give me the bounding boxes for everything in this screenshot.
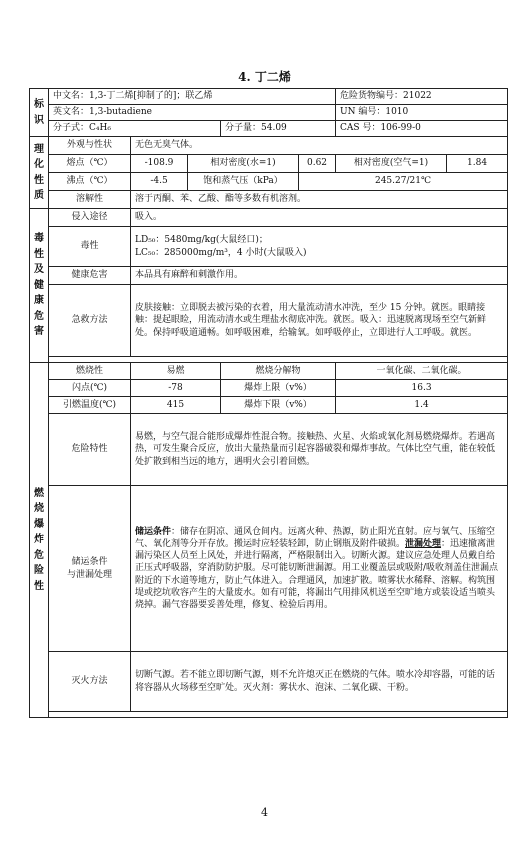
lc50: LC₅₀：285000mg/m³，4 小时(大鼠吸入) <box>135 247 307 258</box>
firstaid-value: 皮肤接触：立即脱去被污染的衣着，用大量流动清水冲洗，至少 15 分钟。就医。眼睛接触：提起眼睑，用流动清水或生理盐水彻底冲洗。就医。吸入：迅速脱离现场至空气新鲜处。保持呼吸道通畅。如呼吸困难，给输氧。如呼吸停止，立即进行人工呼吸。就医。 <box>131 285 508 357</box>
section-properties: 理 化 性 质 <box>30 137 49 209</box>
storage-heading: 储运条件 <box>135 527 172 537</box>
row-cn-name <box>30 89 508 105</box>
uel-value: 16.3 <box>336 380 508 397</box>
danger-value: 易燃，与空气混合能形成爆炸性混合物。接触热、火星、火焰或氧化剂易燃烧爆炸。若遇高热，可发生聚合反应，放出大量热量而引起容器破裂和爆炸事故。气体比空气重，能在较低处扩散到相当远的地方，遇明火会引着回燃。 <box>131 414 508 486</box>
rd-water-label: 相对密度(水=1) <box>188 155 299 173</box>
vp-value: 245.27/21℃ <box>299 173 508 191</box>
leak-heading: 泄漏处理 <box>405 539 442 550</box>
msds-table <box>29 88 508 718</box>
section-fire: 燃 烧 爆 炸 危 险 性 <box>30 363 49 718</box>
uel-label: 爆炸上限（v%） <box>221 380 336 397</box>
row-first-aid <box>30 285 508 357</box>
section-identification: 标 识 <box>30 89 49 137</box>
tox-label: 毒性 <box>49 227 131 267</box>
appearance-label: 外观与性状 <box>49 137 131 155</box>
comb-label: 燃烧性 <box>49 363 131 380</box>
hazard-label: 健康危害 <box>49 267 131 285</box>
ign-label: 引燃温度(℃) <box>49 397 131 414</box>
row-route <box>30 209 508 227</box>
page-title: 4. 丁二烯 <box>238 70 291 84</box>
decomp-value: 一氧化碳、二氧化碳。 <box>336 363 508 380</box>
comb-value: 易燃 <box>131 363 221 380</box>
formula: 分子式：C₄H₆ <box>49 121 221 137</box>
section-toxicity: 毒 性 及 健 康 危 害 <box>30 209 49 363</box>
appearance-value: 无色无臭气体。 <box>131 137 508 155</box>
cn-name: 中文名：1,3-丁二烯[抑制了的]；联乙烯 <box>49 89 336 105</box>
mol-weight: 分子量：54.09 <box>221 121 336 137</box>
page-number: 4 <box>261 806 268 819</box>
row-boiling-point <box>30 173 508 191</box>
danger-label: 危险特性 <box>49 414 131 486</box>
ext-label: 灭火方法 <box>49 652 131 712</box>
mp-label: 熔点（℃） <box>49 155 131 173</box>
tox-values <box>131 227 508 267</box>
ld50: LD₅₀：5480mg/kg(大鼠经口)； <box>135 235 268 246</box>
storage-label: 储运条件 与泄漏处理 <box>49 486 131 652</box>
route-value: 吸入。 <box>131 209 508 227</box>
row-appearance <box>30 137 508 155</box>
un-number: UN 编号：1010 <box>336 105 508 121</box>
bp-value: -4.5 <box>131 173 188 191</box>
row-ignition <box>30 397 508 414</box>
rd-water-value: 0.62 <box>299 155 336 173</box>
ext-value: 切断气源。若不能立即切断气源，则不允许熄灭正在燃烧的气体。喷水冷却容器，可能的话将容器从火场移至空旷处。灭火剂：雾状水、泡沫、二氧化碳、干粉。 <box>131 652 508 712</box>
row-toxicity <box>30 227 508 267</box>
hazard-value: 本品具有麻醉和刺激作用。 <box>131 267 508 285</box>
row-bottom-spacer <box>30 712 508 718</box>
row-en-name <box>30 105 508 121</box>
row-combustibility <box>30 363 508 380</box>
lel-value: 1.4 <box>336 397 508 414</box>
row-formula <box>30 121 508 137</box>
dg-number: 危险货物编号：21022 <box>336 89 508 105</box>
bp-label: 沸点（℃） <box>49 173 131 191</box>
rd-air-value: 1.84 <box>447 155 508 173</box>
row-health-hazard <box>30 267 508 285</box>
row-melting-point <box>30 155 508 173</box>
row-extinguish <box>30 652 508 712</box>
sol-value: 溶于丙酮、苯、乙酸、酯等多数有机溶剂。 <box>131 191 508 209</box>
en-name: 英文名：1,3-butadiene <box>49 105 336 121</box>
sol-label: 溶解性 <box>49 191 131 209</box>
vp-label: 饱和蒸气压（kPa） <box>188 173 299 191</box>
decomp-label: 燃烧分解物 <box>221 363 336 380</box>
row-solubility <box>30 191 508 209</box>
storage-value: 储运条件：储存在阴凉、通风仓间内。远离火种、热源，防止阳光直射。应与氧气、压缩空气、氧化剂等分开存放。搬运时应轻装轻卸，防止钢瓶及附件破损。泄漏处理：迅速撤离泄漏污染区人员至上风处，并进行隔离，严格限制出入。切断火源。建议应急处理人员戴自给正压式呼吸器，穿消防防护服。尽可能切断泄漏源。用工业覆盖层或吸附/吸收剂盖住泄漏点附近的下水道等地方，防止气体进入。合理通风，加速扩散。喷雾状水稀释、溶解。构筑围堤或挖坑收容产生的大量废水。如有可能，将漏出气用排风机送至空旷地方或装设适当喷头烧掉。漏气容器要妥善处理，修复、检验后再用。 <box>131 486 508 652</box>
row-storage <box>30 486 508 652</box>
mp-value: -108.9 <box>131 155 188 173</box>
flash-label: 闪点(℃) <box>49 380 131 397</box>
ign-value: 415 <box>131 397 221 414</box>
firstaid-label: 急救方法 <box>49 285 131 357</box>
rd-air-label: 相对密度(空气=1) <box>336 155 447 173</box>
row-danger <box>30 414 508 486</box>
lel-label: 爆炸下限（v%） <box>221 397 336 414</box>
cas-number: CAS 号：106-99-0 <box>336 121 508 137</box>
row-flash-point <box>30 380 508 397</box>
flash-value: -78 <box>131 380 221 397</box>
route-label: 侵入途径 <box>49 209 131 227</box>
